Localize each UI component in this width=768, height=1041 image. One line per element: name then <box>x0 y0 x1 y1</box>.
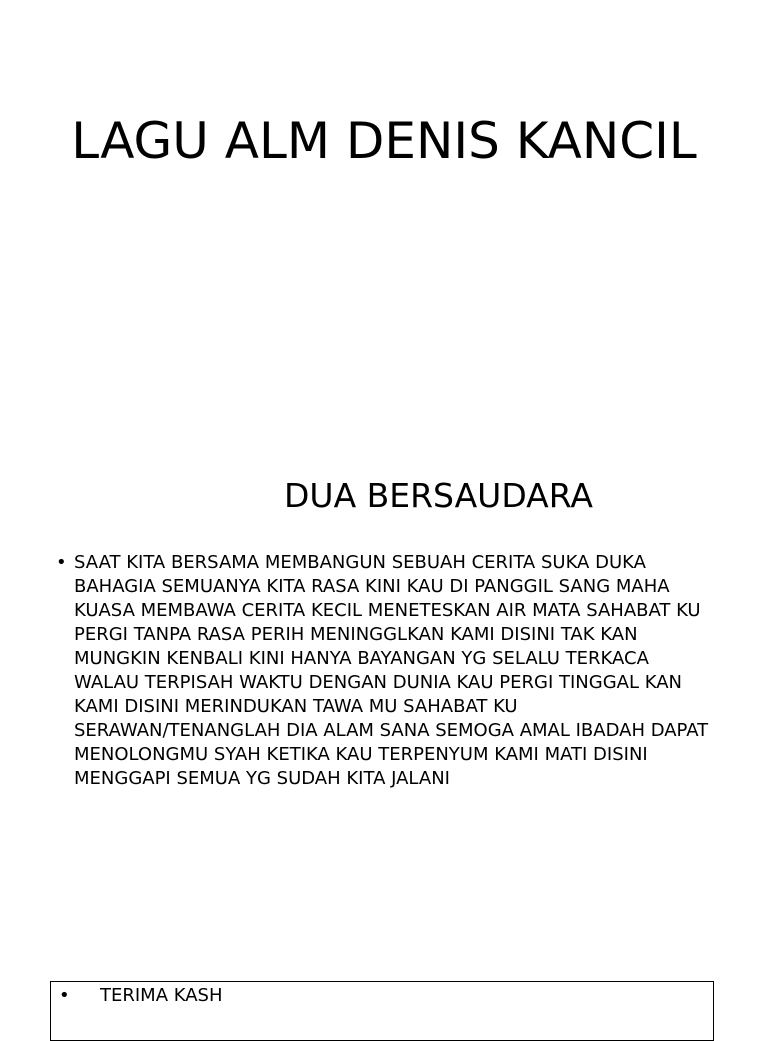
slide-title: LAGU ALM DENIS KANCIL <box>71 112 697 170</box>
lyrics-text: SAAT KITA BERSAMA MEMBANGUN SEBUAH CERITA SUKA DUKA BAHAGIA SEMUANYA KITA RASA KINI KAU DI PANGGIL SANG MAHA KUASA MEMBAWA CERITA KECIL MENETESKAN AIR MATA SAHABAT KU PERGI TANPA RASA PERIH MENINGGLKAN KAMI DISINI TAK KAN MUNGKIN KENBALI KINI HANYA BAYANGAN YG SELALU TERKACA WALAU TERPISAH WAKTU DENGAN DUNIA KAU PERGI TINGGAL KAN KAMI DISINI MERINDUKAN TAWA MU SAHABAT KU SERAWAN/TENANGLAH DIA ALAM SANA SEMOGA AMAL IBADAH DAPAT MENOLONGMU SYAH KETIKA KAU TERPENYUM KAMI MATI DISINI MENGGAPI SEMUA YG SUDAH KITA JALANI <box>74 552 709 789</box>
lyrics-item <box>56 551 716 791</box>
bullet-icon: • <box>59 985 70 1006</box>
slide-subtitle: DUA BERSAUDARA <box>284 476 593 515</box>
bullet-icon: • <box>56 552 67 573</box>
footer-text-box <box>50 981 714 1041</box>
footer-text: TERIMA KASH <box>100 985 223 1006</box>
lyrics-list <box>56 551 716 791</box>
